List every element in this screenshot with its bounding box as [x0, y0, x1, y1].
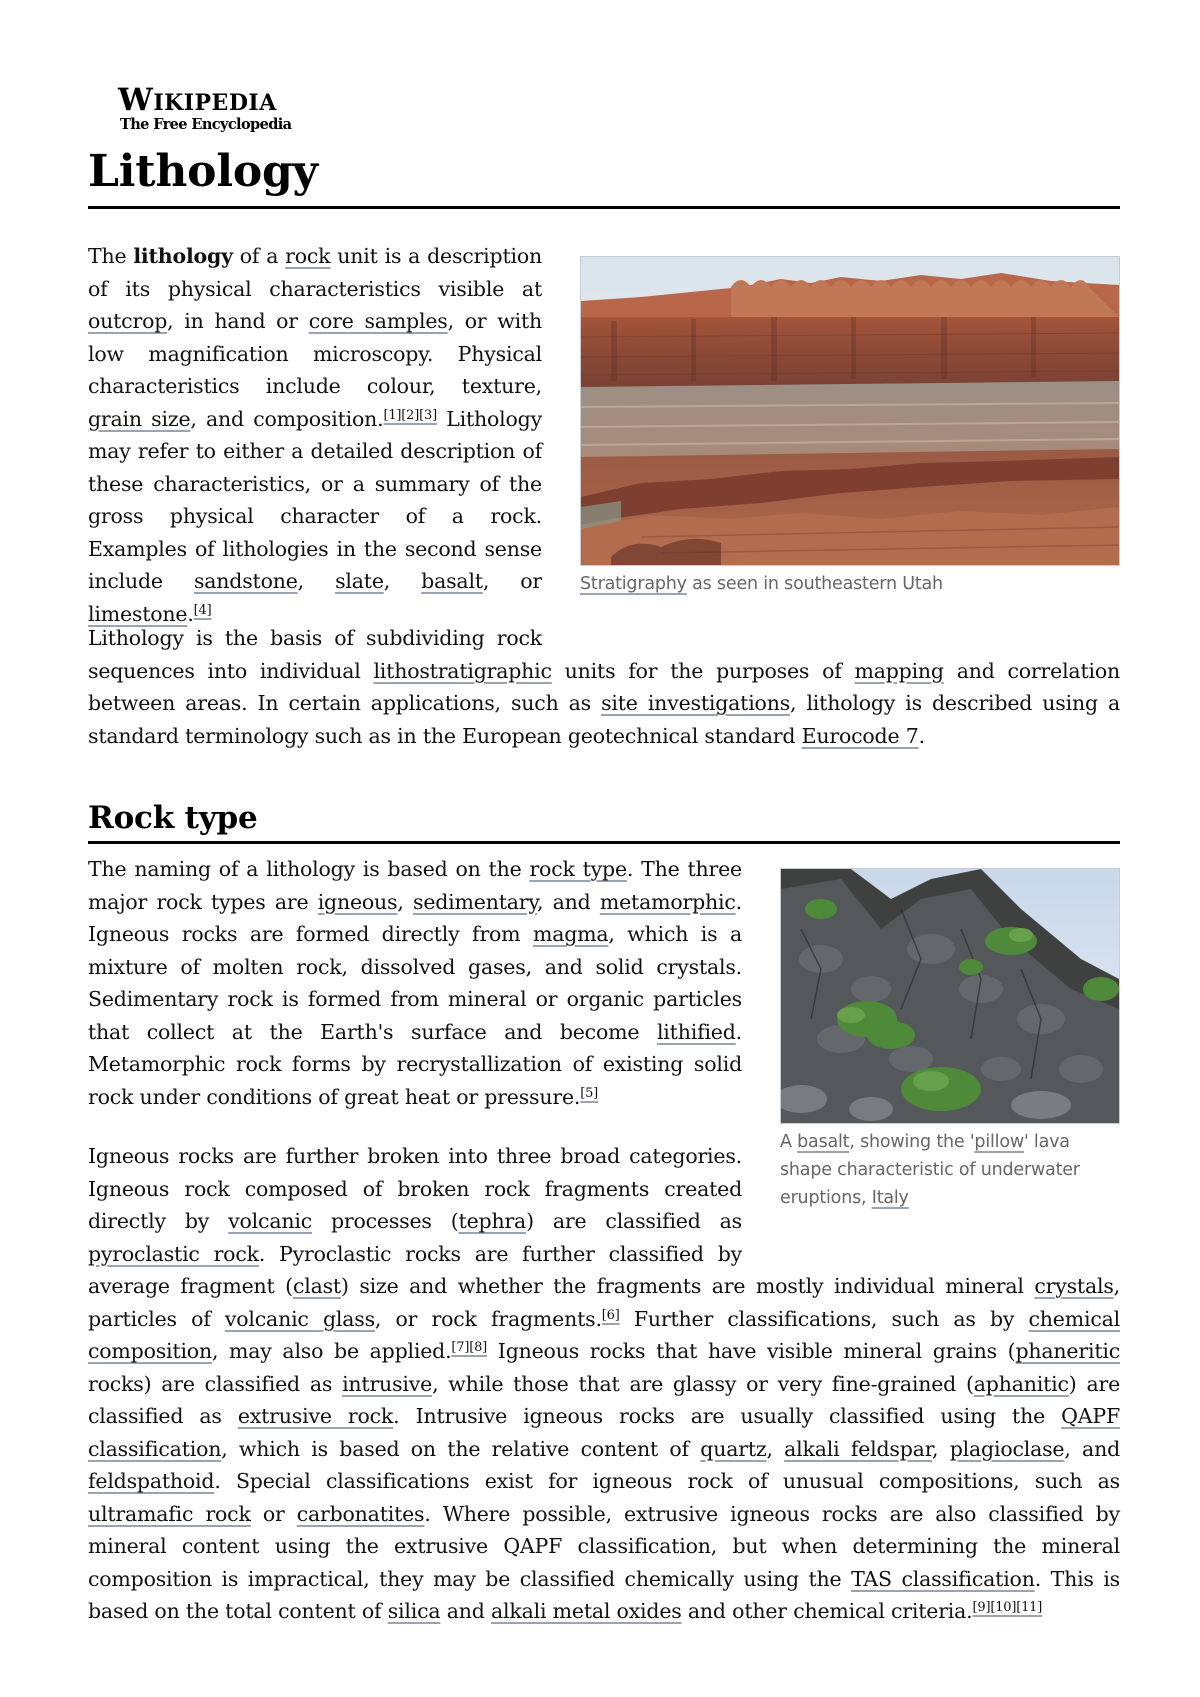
article-link[interactable]: plagioclase: [949, 1436, 1065, 1461]
citation-link[interactable]: [9]: [972, 1600, 991, 1615]
article-link[interactable]: tephra: [458, 1209, 527, 1233]
text-run: processes (: [311, 1209, 459, 1233]
article-link[interactable]: volcanic glass: [224, 1306, 375, 1331]
article-link[interactable]: outcrop: [88, 309, 168, 333]
text-run: The: [88, 244, 134, 268]
utah-canyon-photo: [581, 257, 1119, 565]
caption-link[interactable]: pillow: [974, 1132, 1024, 1152]
intro-paragraph: [88, 622, 1120, 752]
article-link[interactable]: TAS classification: [851, 1566, 1035, 1591]
citation-link[interactable]: [7]: [451, 1340, 470, 1355]
article-link[interactable]: extrusive rock: [237, 1404, 394, 1428]
text-run: , which is a mixture of molten rock, dissolved gases, and solid crystals. Sedimentary rock is formed from mineral or organic particles that collect at the Earth's surface and become: [88, 922, 742, 1044]
citation: [469, 1340, 487, 1355]
article-link[interactable]: alkali metal oxides: [491, 1599, 682, 1623]
text-run: ,: [932, 1436, 950, 1461]
text-run: The naming of a lithology is based on the: [88, 857, 530, 881]
text-run: . Where possible, extrusive igneous rocks are also classified by mineral content using the extrusive QAPF classification, but when determining the mineral composition is impractical, they may be classified chemically using the: [88, 1501, 1120, 1591]
text-run: , may also be applied.: [211, 1339, 452, 1363]
text-run: and other chemical criteria.: [681, 1599, 973, 1623]
article-link[interactable]: limestone: [88, 601, 188, 626]
article-link[interactable]: igneous: [317, 889, 398, 914]
text-run: rocks) are classified as: [88, 1371, 343, 1396]
pillow-basalt-photo: [781, 869, 1119, 1123]
text-run: . The three major rock types are: [88, 857, 742, 914]
article-link[interactable]: slate: [335, 569, 384, 593]
text-run: or: [250, 1501, 297, 1526]
text-run: , or rock fragments.: [374, 1306, 602, 1331]
rock-type-paragraph: [88, 1140, 1120, 1628]
text-run: ) are classified as: [88, 1371, 1121, 1428]
citation-link[interactable]: [10]: [990, 1600, 1017, 1615]
text-run: . Igneous rocks are formed directly from: [88, 889, 742, 946]
citation-link[interactable]: [3]: [419, 407, 437, 423]
text-run: . Special classifications exist for igneous rock of unusual compositions, such as: [214, 1469, 1120, 1493]
text-run: , which is based on the relative content of: [221, 1436, 701, 1461]
article-link[interactable]: quartz: [700, 1436, 767, 1461]
text-run: Igneous rocks that have visible mineral grains (: [487, 1339, 1016, 1363]
citation: [602, 1308, 620, 1323]
article-link[interactable]: site investigations: [601, 691, 791, 715]
figure-caption: [580, 570, 1120, 598]
article-link[interactable]: metamorphic: [599, 889, 736, 914]
article-link[interactable]: crystals: [1034, 1274, 1114, 1298]
text-run: Lithology may refer to either a detailed description of these characteristics, or a summary of the gross physical character of a rock. Examples of lithologies in the second sense include: [88, 406, 542, 593]
article-link[interactable]: volcanic: [228, 1209, 312, 1233]
text-run: , or with low magnification microscopy. Physical characteristics include colour, texture,: [88, 309, 542, 398]
article-link[interactable]: lithostratigraphic: [373, 658, 552, 683]
article-link[interactable]: alkali feldspar: [784, 1436, 933, 1461]
figure-caption: [780, 1128, 1120, 1212]
text-run: and correlation between areas. In certain applications, such as: [88, 658, 1120, 715]
article-link[interactable]: pyroclastic rock: [88, 1241, 259, 1266]
caption-link[interactable]: basalt: [797, 1132, 850, 1152]
text-run: . Metamorphic rock forms by recrystallization of existing solid rock under conditions of great heat or pressure.: [88, 1019, 742, 1109]
article-link[interactable]: clast: [292, 1274, 341, 1298]
text-run: units for the purposes of: [551, 658, 855, 683]
article-link[interactable]: sandstone: [193, 569, 298, 593]
article-link[interactable]: grain size: [88, 406, 191, 431]
caption-link[interactable]: Italy: [871, 1188, 909, 1208]
text-run: , particles of: [88, 1274, 1120, 1331]
figure-stratigraphy: [580, 256, 1120, 598]
article-link[interactable]: core samples: [308, 309, 448, 333]
text-run: and: [440, 1599, 491, 1623]
article-page: [88, 0, 1120, 1697]
text-run: Further classifications, such as by: [619, 1306, 1029, 1331]
text-run: , lithology is described using a standard terminology such as in the European geotechnical standard: [88, 691, 1120, 748]
text-run: . Pyroclastic rocks are further classified by average fragment (: [88, 1241, 743, 1298]
figure-basalt: [780, 868, 1120, 1212]
article-link[interactable]: chemical composition: [88, 1306, 1120, 1363]
text-run: .: [918, 723, 925, 748]
citation-link[interactable]: [4]: [193, 602, 212, 618]
citation-link[interactable]: [5]: [580, 1085, 599, 1101]
caption-text: A: [780, 1132, 798, 1152]
article-link[interactable]: lithified: [656, 1019, 736, 1044]
text-run: Igneous rocks are further broken into three broad categories. Igneous rock composed of broken rock fragments created directly by: [88, 1144, 742, 1233]
article-link[interactable]: magma: [532, 922, 609, 946]
caption-text: , showing the ': [849, 1132, 975, 1152]
text-run: unit is a description of its physical characteristics visible at: [88, 244, 542, 301]
citation: [1016, 1600, 1042, 1615]
text-run: Lithology is the basis of subdividing rock sequences into individual: [88, 626, 542, 683]
article-link[interactable]: carbonatites: [296, 1501, 425, 1526]
citation: [973, 1600, 991, 1615]
text-run: , and composition.: [190, 406, 384, 431]
text-run: of a: [232, 244, 286, 268]
article-link[interactable]: mapping: [854, 658, 944, 683]
title-divider: [88, 206, 1120, 209]
article-link[interactable]: basalt: [421, 569, 483, 593]
text-run: ,: [397, 889, 413, 914]
citation: [580, 1086, 598, 1101]
logo-wordmark: Wikipedia: [118, 82, 277, 118]
article-link[interactable]: sedimentary: [413, 889, 538, 914]
citation: [383, 408, 401, 423]
text-run: ) are classified as: [526, 1209, 742, 1233]
text-run: . Intrusive igneous rocks are usually classified using the: [393, 1404, 1062, 1428]
article-link[interactable]: ultramafic rock: [88, 1501, 251, 1526]
text-run: ,: [766, 1436, 785, 1461]
caption-text: as seen in southeastern Utah: [686, 574, 943, 594]
citation-link[interactable]: [2]: [401, 407, 420, 423]
article-link[interactable]: rock type: [529, 857, 627, 881]
wikipedia-logo[interactable]: [118, 84, 318, 134]
text-run: .: [187, 601, 194, 626]
section-heading-rock-type: Rock type: [88, 800, 258, 836]
section-divider: [88, 841, 1120, 844]
text-run: , while those that are glassy or very fine-grained (: [432, 1371, 974, 1396]
text-run: ,: [383, 569, 422, 593]
text-run: . This is based on the total content of: [88, 1566, 1121, 1623]
text-run: ,: [297, 569, 336, 593]
article-link[interactable]: feldspathoid: [88, 1469, 215, 1493]
citation-link[interactable]: [8]: [469, 1340, 488, 1355]
citation: [401, 408, 419, 423]
article-link[interactable]: silica: [387, 1599, 441, 1623]
stratigraphy-image[interactable]: [580, 256, 1120, 566]
article-link[interactable]: QAPF classification: [88, 1404, 1120, 1461]
citation: [451, 1340, 469, 1355]
article-link[interactable]: Eurocode 7: [801, 723, 919, 748]
text-run: , and: [1064, 1436, 1120, 1461]
text-run: , and: [537, 889, 600, 914]
page-title: Lithology: [88, 146, 318, 197]
citation-link[interactable]: [1]: [383, 407, 402, 423]
text-run: ) size and whether the fragments are mostly individual mineral: [340, 1274, 1035, 1298]
article-link[interactable]: phaneritic: [1015, 1339, 1120, 1363]
text-run: , or: [482, 569, 543, 593]
caption-link[interactable]: Stratigraphy: [580, 574, 687, 594]
citation: [194, 603, 212, 618]
citation-link[interactable]: [6]: [601, 1307, 620, 1323]
citation-link[interactable]: [11]: [1016, 1600, 1043, 1615]
basalt-image[interactable]: [780, 868, 1120, 1124]
citation: [419, 408, 437, 423]
article-link[interactable]: rock: [285, 244, 331, 268]
logo-tagline: The Free Encyclopedia: [120, 116, 292, 133]
caption-text: ' lava shape characteristic of underwater eruptions,: [780, 1132, 1080, 1208]
bold-term: lithology: [133, 244, 233, 268]
article-link[interactable]: aphanitic: [973, 1371, 1069, 1396]
text-run: , in hand or: [167, 309, 309, 333]
article-link[interactable]: intrusive: [342, 1371, 433, 1396]
citation: [990, 1600, 1016, 1615]
